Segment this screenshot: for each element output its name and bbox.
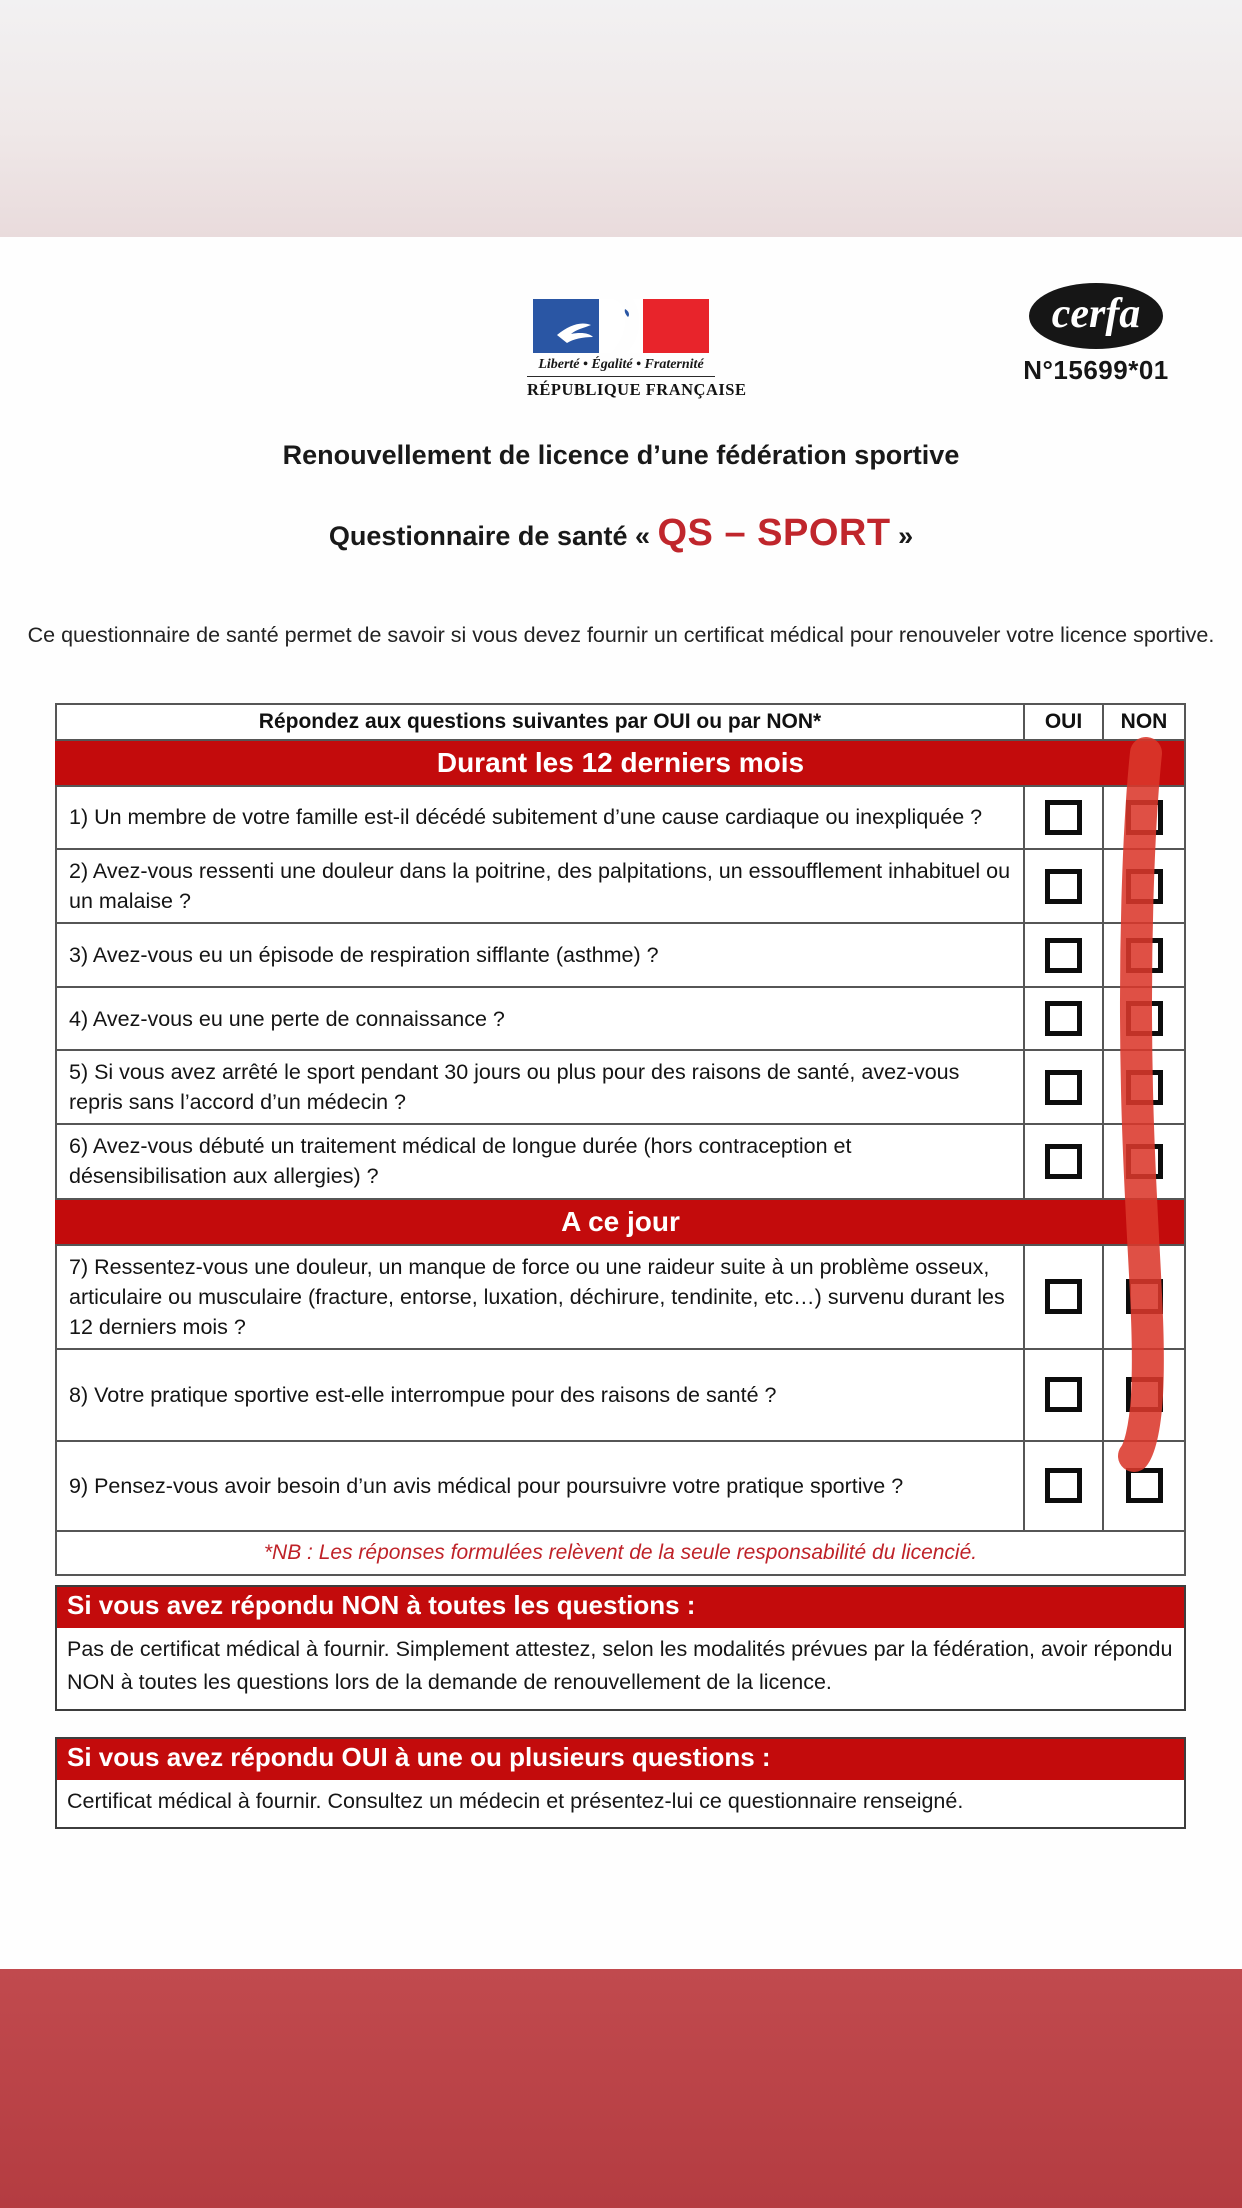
question-text: 7) Ressentez-vous une douleur, un manque de force ou une raideur suite à un problème osseux, articulaire ou musculaire (fracture, entorse, luxation, déchirure, tendinite, etc…) survenu durant les 12 derniers mois ?: [56, 1245, 1024, 1349]
question-row: [56, 923, 1185, 987]
oui-cell: [1024, 1050, 1103, 1124]
outcome-box-oui: [55, 1737, 1186, 1829]
oui-checkbox[interactable]: [1045, 1377, 1082, 1412]
oui-checkbox[interactable]: [1045, 938, 1082, 973]
cerfa-oval-icon: [1029, 283, 1163, 349]
non-cell: [1103, 1124, 1185, 1198]
table-instruction: Répondez aux questions suivantes par OUI ou par NON*: [56, 704, 1024, 740]
cerfa-label: cerfa: [1051, 291, 1141, 337]
oui-cell: [1024, 987, 1103, 1050]
non-checkbox[interactable]: [1126, 1279, 1163, 1314]
republique-francaise-logo: [527, 299, 747, 400]
section-band-title: Durant les 12 derniers mois: [56, 740, 1185, 786]
question-row: [56, 1349, 1185, 1441]
oui-cell: [1024, 1124, 1103, 1198]
oui-checkbox[interactable]: [1045, 1001, 1082, 1036]
table-footnote-row: [56, 1531, 1185, 1575]
app-bottom-red-panel: [0, 1969, 1242, 2208]
question-row: [56, 849, 1185, 923]
oui-cell: [1024, 1349, 1103, 1441]
non-checkbox[interactable]: [1126, 869, 1163, 904]
oui-cell: [1024, 849, 1103, 923]
non-cell: [1103, 987, 1185, 1050]
oui-cell: [1024, 923, 1103, 987]
non-cell: [1103, 1050, 1185, 1124]
outcome-non-title: Si vous avez répondu NON à toutes les questions :: [57, 1587, 1184, 1628]
app-top-gradient: [0, 0, 1242, 237]
oui-checkbox[interactable]: [1045, 1468, 1082, 1503]
oui-cell: [1024, 786, 1103, 849]
question-row: [56, 786, 1185, 849]
oui-checkbox[interactable]: [1045, 869, 1082, 904]
outcome-oui-title: Si vous avez répondu OUI à une ou plusieurs questions :: [57, 1739, 1184, 1780]
oui-cell: [1024, 1441, 1103, 1531]
section-band-row: [56, 740, 1185, 786]
intro-text: Ce questionnaire de santé permet de savoir si vous devez fournir un certificat médical pour renouveler votre licence sportive.: [27, 623, 1215, 647]
non-checkbox[interactable]: [1126, 1468, 1163, 1503]
oui-checkbox[interactable]: [1045, 800, 1082, 835]
non-checkbox[interactable]: [1126, 1070, 1163, 1105]
marianne-name: RÉPUBLIQUE FRANÇAISE: [527, 380, 747, 399]
question-text: 1) Un membre de votre famille est-il décédé subitement d’une cause cardiaque ou inexpliquée ?: [56, 786, 1024, 849]
non-cell: [1103, 786, 1185, 849]
outcome-box-non: [55, 1585, 1186, 1711]
subtitle-prefix: Questionnaire de santé «: [328, 521, 658, 551]
non-cell: [1103, 849, 1185, 923]
column-header-oui: OUI: [1024, 704, 1103, 740]
page-title: Renouvellement de licence d’une fédération sportive: [282, 440, 960, 470]
cerfa-logo: [1000, 283, 1192, 386]
page-subtitle: [0, 512, 1242, 555]
oui-checkbox[interactable]: [1045, 1144, 1082, 1179]
marianne-motto: Liberté • Égalité • Fraternité: [527, 357, 715, 377]
non-checkbox[interactable]: [1126, 1377, 1163, 1412]
question-text: 2) Avez-vous ressenti une douleur dans la poitrine, des palpitations, un essoufflement inhabituel ou un malaise ?: [56, 849, 1024, 923]
questionnaire-table: [55, 703, 1186, 1576]
question-row: [56, 987, 1185, 1050]
question-text: 9) Pensez-vous avoir besoin d’un avis médical pour poursuivre votre pratique sportive ?: [56, 1441, 1024, 1531]
non-cell: [1103, 923, 1185, 987]
subtitle-highlight: QS – SPORT: [657, 512, 891, 554]
non-cell: [1103, 1245, 1185, 1349]
question-text: 6) Avez-vous débuté un traitement médical de longue durée (hors contraception et désensibilisation aux allergies) ?: [56, 1124, 1024, 1198]
non-cell: [1103, 1441, 1185, 1531]
question-text: 5) Si vous avez arrêté le sport pendant 30 jours ou plus pour des raisons de santé, avez-vous repris sans l’accord d’un médecin ?: [56, 1050, 1024, 1124]
table-header-row: [56, 704, 1185, 740]
question-row: [56, 1245, 1185, 1349]
oui-checkbox[interactable]: [1045, 1070, 1082, 1105]
non-checkbox[interactable]: [1126, 1144, 1163, 1179]
outcome-oui-body: Certificat médical à fournir. Consultez un médecin et présentez-lui ce questionnaire renseigné.: [67, 1789, 964, 1813]
non-checkbox[interactable]: [1126, 800, 1163, 835]
cerfa-number: N°15699*01: [1023, 355, 1169, 385]
question-row: [56, 1050, 1185, 1124]
question-text: 3) Avez-vous eu un épisode de respiration sifflante (asthme) ?: [56, 923, 1024, 987]
outcome-non-body: Pas de certificat médical à fournir. Simplement attestez, selon les modalités prévues par la fédération, avoir répondu NON à toutes les questions lors de la demande de renouvellement de la licence.: [67, 1637, 1173, 1695]
subtitle-suffix: »: [890, 521, 914, 551]
column-header-non: NON: [1103, 704, 1185, 740]
oui-checkbox[interactable]: [1045, 1279, 1082, 1314]
table-footnote: *NB : Les réponses formulées relèvent de la seule responsabilité du licencié.: [56, 1531, 1185, 1575]
section-band-row: [56, 1199, 1185, 1245]
section-band-title: A ce jour: [56, 1199, 1185, 1245]
non-checkbox[interactable]: [1126, 1001, 1163, 1036]
question-text: 8) Votre pratique sportive est-elle interrompue pour des raisons de santé ?: [56, 1349, 1024, 1441]
question-row: [56, 1441, 1185, 1531]
question-row: [56, 1124, 1185, 1198]
question-text: 4) Avez-vous eu une perte de connaissance ?: [56, 987, 1024, 1050]
oui-cell: [1024, 1245, 1103, 1349]
non-cell: [1103, 1349, 1185, 1441]
french-flag-marianne-icon: [529, 299, 713, 353]
non-checkbox[interactable]: [1126, 938, 1163, 973]
document-sheet: [0, 237, 1242, 1969]
